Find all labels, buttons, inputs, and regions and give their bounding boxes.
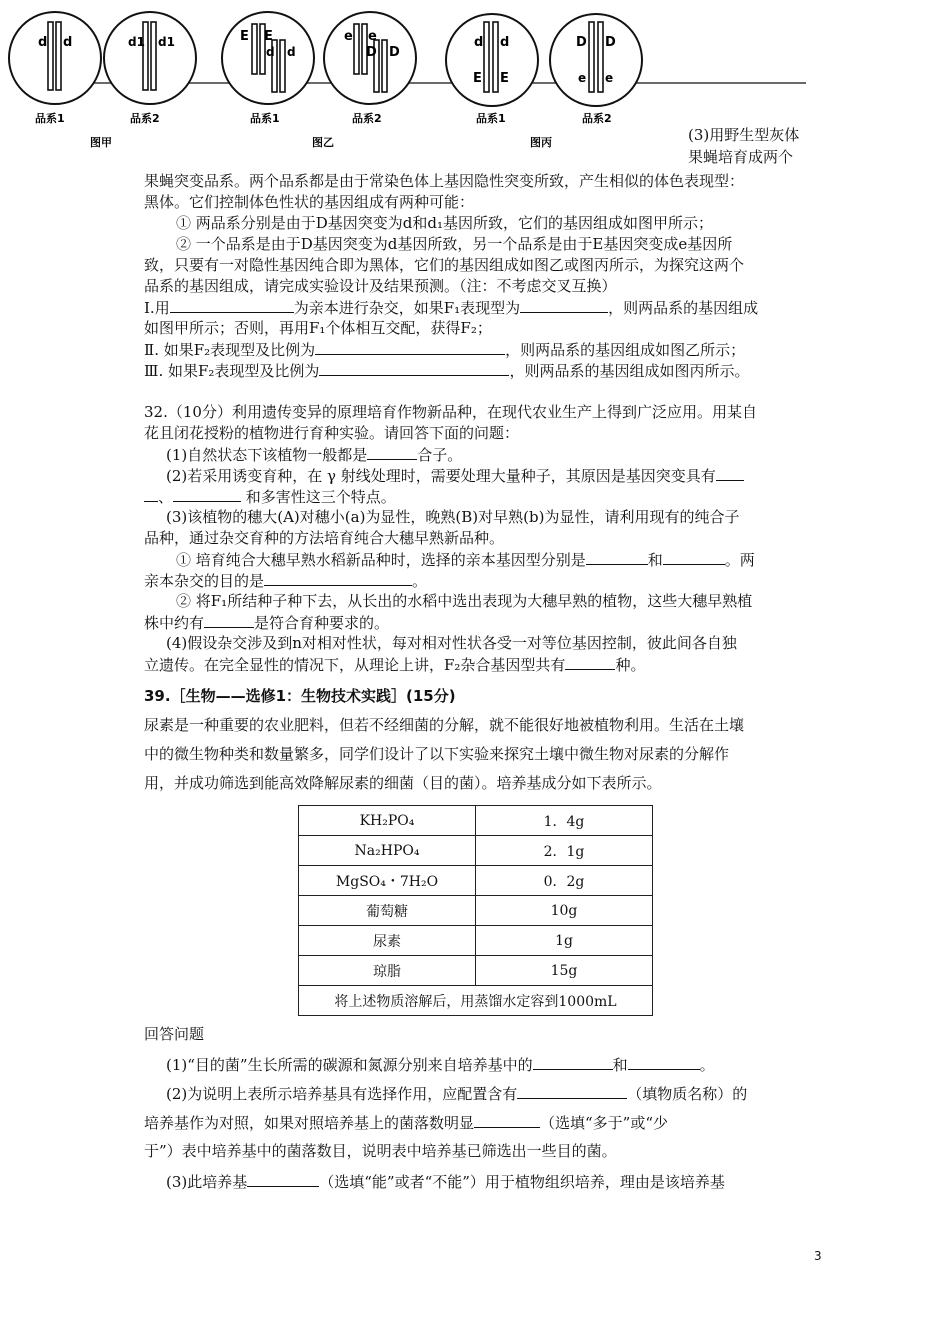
q39-title: 39.［生物——选修1：生物技术实践］(15分)	[144, 687, 456, 705]
gene-label: d1	[128, 35, 145, 49]
table-row: MgSO₄・7H₂O 0．2g	[299, 866, 653, 896]
q31-line: 果蝇突变品系。两个品系都是由于常染色体上基因隐性突变所致，产生相似的体色表现型：	[144, 172, 745, 190]
gene-label: d	[63, 35, 73, 50]
q39-answer-3: (3)此培养基 （选填“能”或者“不能”）用于植物组织培养，理由是该培养基	[166, 1173, 725, 1191]
q32-line: (3)该植物的穗大(A)对穗小(a)为显性，晚熟(B)对早熟(b)为显性，请利用现有的纯合子	[166, 508, 740, 526]
strain-label: 品系1	[250, 112, 280, 125]
table-row: Na₂HPO₄ 2．1g	[299, 836, 653, 866]
q39-paragraph: 用，并成功筛选到能高效降解尿素的细菌（目的菌）。培养基成分如下表所示。	[144, 774, 662, 792]
q32-line: 32.（10分）利用遗传变异的原理培育作物新品种，在现代农业生产上得到广泛应用。用某自	[144, 403, 757, 421]
q39-answer-2-cont: 培养基作为对照，如果对照培养基上的菌落数明显 （选填“多于”或“少	[144, 1114, 669, 1132]
q31-part-i: Ⅰ.用 为亲本进行杂交，如果F₁表现型为 ，则两品系的基因组成	[144, 299, 759, 317]
circle-strain2-fig-jia	[104, 12, 196, 125]
table-row: 尿素 1g	[299, 926, 653, 956]
gene-label: e	[344, 29, 353, 44]
q31-line: ① 两品系分别是由于D基因突变为d和d₁基因所致，它们的基因组成如图甲所示；	[176, 214, 714, 232]
answer-blank[interactable]	[367, 444, 417, 460]
q31-line: 致，只要有一对隐性基因纯合即为黑体，它们的基因组成如图乙或图丙所示，为探究这两个	[144, 256, 745, 274]
answer-blank[interactable]	[716, 465, 744, 481]
q39-paragraph: 尿素是一种重要的农业肥料，但若不经细菌的分解，就不能很好地被植物利用。生活在土壤	[144, 716, 745, 734]
answer-blank[interactable]	[319, 360, 509, 376]
answer-heading: 回答问题	[144, 1025, 205, 1043]
strain-label: 品系2	[352, 112, 382, 125]
table-row: KH₂PO₄ 1．4g	[299, 806, 653, 836]
q32-line: 株中约有 是符合育种要求的。	[144, 614, 390, 632]
gene-label: E	[264, 29, 273, 44]
circle-strain1-fig-jia	[9, 12, 101, 125]
gene-label: d	[38, 35, 48, 50]
q31-line: ② 一个品系是由于D基因突变为d基因所致，另一个品系是由于E基因突变成e基因所	[176, 235, 733, 253]
q31-line: 如图甲所示；否则，再用F₁个体相互交配，获得F₂；	[144, 319, 492, 337]
q31-part-iii: Ⅲ. 如果F₂表现型及比例为 ，则两品系的基因组成如图丙所示。	[144, 362, 750, 380]
gene-label: e	[578, 71, 587, 85]
answer-blank[interactable]	[170, 297, 294, 313]
q32-line: 、 和多害性这三个特点。	[144, 486, 396, 508]
gene-label: D	[605, 35, 616, 50]
gene-label: D	[576, 35, 587, 50]
gene-label: d	[266, 45, 275, 59]
q31-part-ii: Ⅱ. 如果F₂表现型及比例为 ，则两品系的基因组成如图乙所示；	[144, 341, 746, 359]
answer-blank[interactable]	[144, 486, 158, 502]
answer-blank[interactable]	[628, 1054, 700, 1070]
q31-line: 黑体。它们控制体色性状的基因组成有两种可能：	[144, 193, 475, 211]
answer-blank[interactable]	[533, 1054, 613, 1070]
table-row: 葡萄糖 10g	[299, 896, 653, 926]
answer-blank[interactable]	[173, 486, 241, 502]
gene-label: e	[368, 29, 377, 44]
gene-label: D	[366, 45, 377, 60]
answer-blank[interactable]	[474, 1112, 540, 1128]
gene-label: E	[240, 29, 249, 44]
q32-line: 花且闭花授粉的植物进行育种实验。请回答下面的问题：	[144, 424, 520, 442]
gene-label: E	[500, 71, 509, 86]
circle-strain2-fig-yi	[324, 12, 416, 125]
circle-strain1-fig-yi	[222, 12, 314, 125]
gene-label: d	[474, 35, 484, 50]
strain-label: 品系2	[130, 112, 160, 125]
answer-blank[interactable]	[247, 1171, 319, 1187]
q31-line: 品系的基因组成，请完成实验设计及结果预测。（注：不考虑交叉互换）	[144, 277, 617, 295]
answer-blank[interactable]	[315, 339, 505, 355]
q39-paragraph: 中的微生物种类和数量繁多，同学们设计了以下实验来探究土壤中微生物对尿素的分解作	[144, 745, 730, 763]
gene-label: d	[500, 35, 510, 50]
answer-blank[interactable]	[520, 297, 608, 313]
circle-strain1-fig-bing	[446, 14, 538, 125]
q32-line: (4)假设杂交涉及到n对相对性状，每对相对性状各受一对等位基因控制，彼此间各自独	[166, 634, 737, 652]
answer-blank[interactable]	[663, 549, 725, 565]
q32-line: 品种，通过杂交育种的方法培育纯合大穗早熟新品种。	[144, 529, 505, 547]
answer-blank[interactable]	[517, 1083, 627, 1099]
figure-caption-jia: 图甲	[90, 136, 112, 149]
figure-caption-bing: 图丙	[530, 136, 552, 149]
table-note-row: 将上述物质溶解后，用蒸馏水定容到1000mL	[299, 986, 653, 1016]
culture-medium-table	[298, 805, 653, 1016]
answer-blank[interactable]	[565, 654, 615, 670]
q31-part3-head: (3)用野生型灰体果蝇培育成两个	[688, 126, 800, 166]
q32-line: 立遗传。在完全显性的情况下，从理论上讲，F₂杂合基因型共有 种。	[144, 656, 646, 674]
gene-label: e	[605, 71, 614, 85]
strain-label: 品系2	[582, 112, 612, 125]
gene-label: D	[389, 45, 400, 60]
answer-blank[interactable]	[586, 549, 648, 565]
q39-answer-1: (1)“目的菌”生长所需的碳源和氮源分别来自培养基中的 和 。	[166, 1056, 715, 1074]
q39-answer-2: (2)为说明上表所示培养基具有选择作用，应配置含有 （填物质名称）的	[166, 1085, 748, 1103]
answer-blank[interactable]	[264, 570, 412, 586]
page-number: 3	[814, 1249, 822, 1263]
figure-caption-yi: 图乙	[312, 136, 334, 149]
q32-line: (2)若采用诱变育种，在 γ 射线处理时，需要处理大量种子，其原因是基因突变具有	[166, 465, 744, 487]
table-row: 琼脂 15g	[299, 956, 653, 986]
q32-line: ① 培育纯合大穗早熟水稻新品种时，选择的亲本基因型分别是 和 。两	[176, 551, 755, 569]
answer-blank[interactable]	[204, 612, 254, 628]
gene-label: E	[473, 71, 482, 86]
q32-line: (1)自然状态下该植物一般都是 合子。	[166, 446, 463, 464]
circle-strain2-fig-bing	[550, 14, 642, 125]
strain-label: 品系1	[35, 112, 65, 125]
q39-answer-2-end: 于”）表中培养基中的菌落数目，说明表中培养基已筛选出一些目的菌。	[144, 1142, 617, 1160]
q32-line: 亲本杂交的目的是 。	[144, 572, 428, 590]
q32-line: ② 将F₁所结种子种下去，从长出的水稻中选出表现为大穗早熟的植物，这些大穗早熟植	[176, 592, 753, 610]
strain-label: 品系1	[476, 112, 506, 125]
gene-label: d	[287, 45, 296, 59]
gene-label: d1	[158, 35, 175, 49]
